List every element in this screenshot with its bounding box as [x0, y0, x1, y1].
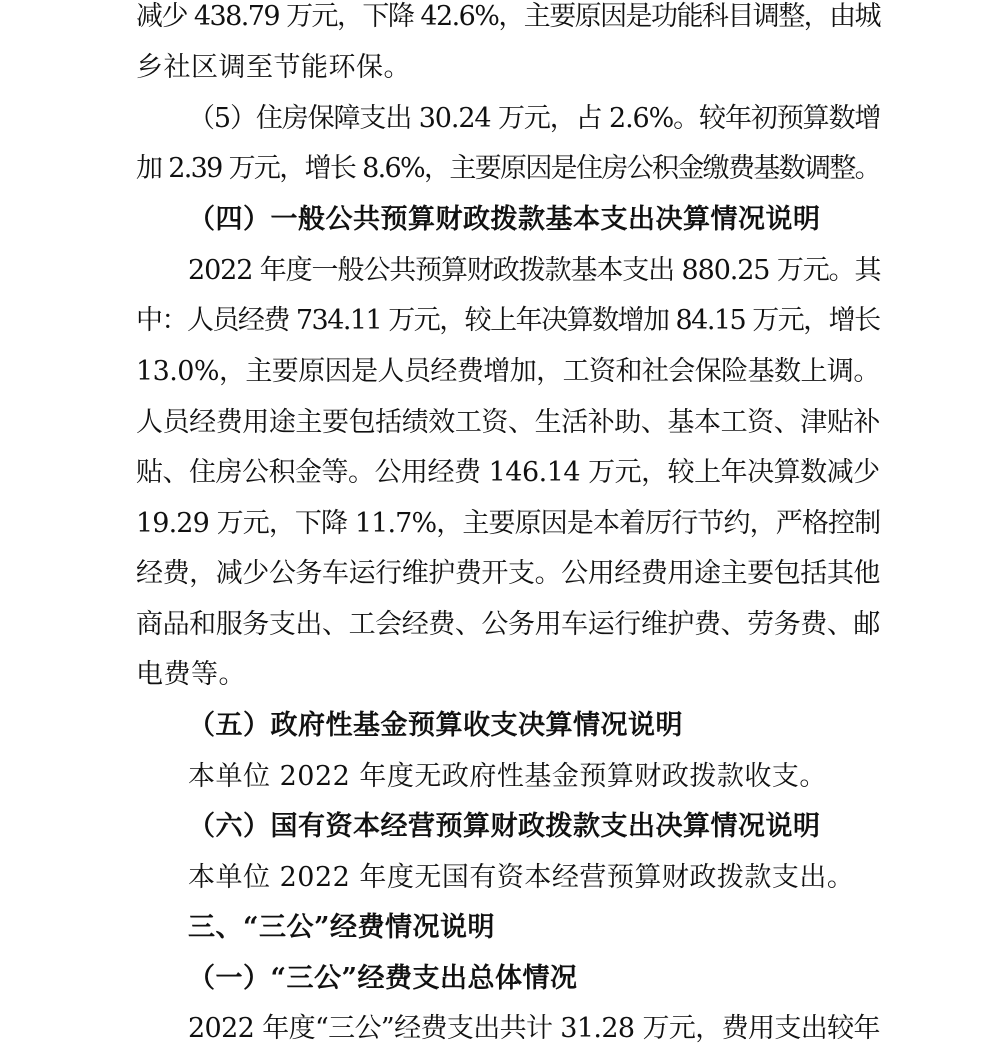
body-text-line: 经费，减少公务车运行维护费开支。公用经费用途主要包括其他 [136, 558, 880, 589]
body-text-line: 19.29 万元，下降 11.7%，主要原因是本着厉行节约，严格控制 [136, 508, 881, 539]
body-text-line: 贴、住房公积金等。公用经费 146.14 万元，较上年决算数减少 [136, 457, 880, 488]
body-text-line: 2022 年度“三公”经费支出共计 31.28 万元，费用支出较年 [188, 1013, 880, 1044]
body-text-line: 2022 年度一般公共预算财政拨款基本支出 880.25 万元。其 [188, 255, 881, 286]
body-text-line: 13.0%，主要原因是人员经费增加，工资和社会保险基数上调。 [136, 356, 880, 387]
section-heading: （六）国有资本经营预算财政拨款支出决算情况说明 [188, 811, 821, 842]
body-text-line: 商品和服务支出、工会经费、公务用车运行维护费、劳务费、邮 [136, 609, 880, 640]
section-heading: （四）一般公共预算财政拨款基本支出决算情况说明 [188, 204, 821, 235]
body-text-line: 乡社区调至节能环保。 [136, 52, 411, 83]
body-text-line: 减少 438.79 万元，下降 42.6%，主要原因是功能科目调整，由城 [136, 1, 880, 32]
body-text-line: （5）住房保障支出 30.24 万元，占 2.6%。较年初预算数增 [188, 103, 881, 134]
section-heading: （一）“三公”经费支出总体情况 [188, 963, 578, 994]
body-text-line: 加 2.39 万元，增长 8.6%，主要原因是住房公积金缴费基数调整。 [136, 153, 880, 184]
body-text-line: 人员经费用途主要包括绩效工资、生活补助、基本工资、津贴补 [136, 407, 880, 438]
chapter-heading: 三、“三公”经费情况说明 [188, 912, 496, 943]
body-text-line: 本单位 2022 年度无国有资本经营预算财政拨款支出。 [188, 862, 855, 893]
body-text-line: 本单位 2022 年度无政府性基金预算财政拨款收支。 [188, 761, 827, 792]
body-text-line: 电费等。 [136, 659, 246, 690]
body-text-line: 中：人员经费 734.11 万元，较上年决算数增加 84.15 万元，增长 [136, 305, 880, 336]
section-heading: （五）政府性基金预算收支决算情况说明 [188, 710, 683, 741]
